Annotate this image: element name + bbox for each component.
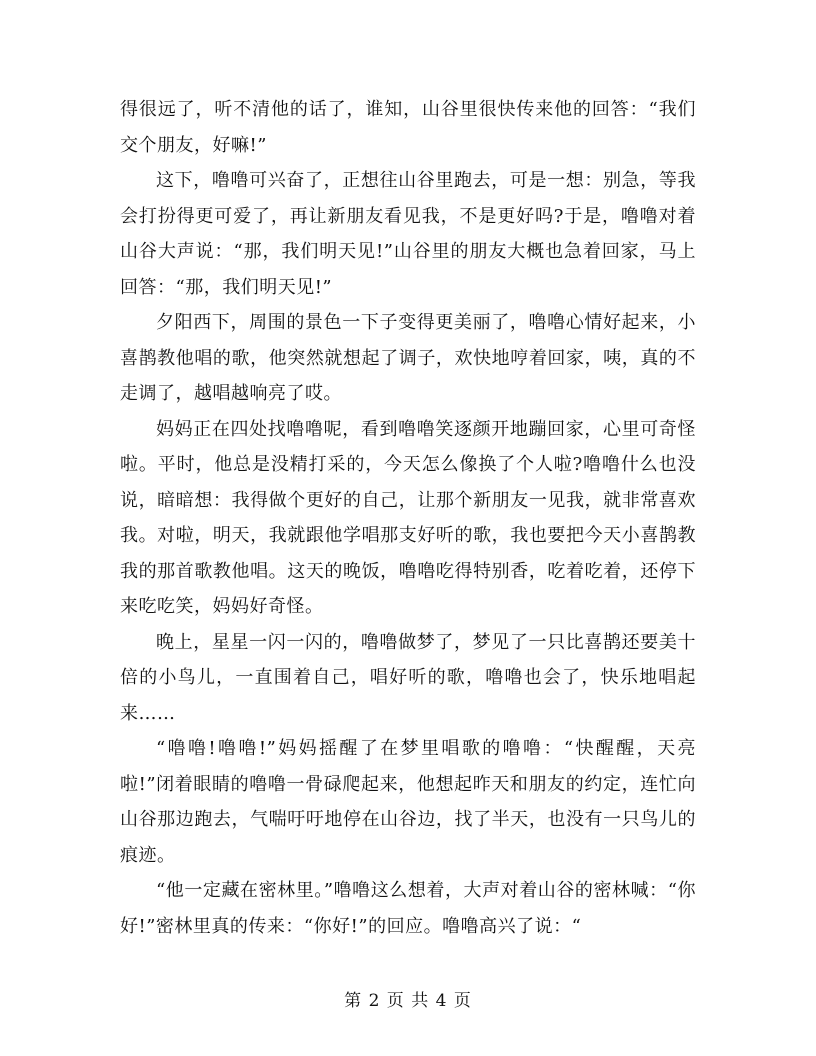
- document-body: [120, 92, 696, 944]
- paragraph-5: 晚上，星星一闪一闪的，噜噜做梦了，梦见了一只比喜鹊还要美十倍的小鸟儿，一直围着自己，唱好听的歌，噜噜也会了，快乐地唱起来……: [120, 631, 696, 724]
- paragraph-7: “他一定藏在密林里。”噜噜这么想着，大声对着山谷的密林喊：“你好!”密林里真的传来：“你好!”的回应。噜噜高兴了说：“: [120, 880, 696, 937]
- paragraph-1: 得很远了，听不清他的话了，谁知，山谷里很快传来他的回答：“我们交个朋友，好嘛!”: [120, 99, 696, 156]
- paragraph-4: 妈妈正在四处找噜噜呢，看到噜噜笑逐颜开地蹦回家，心里可奇怪啦。平时，他总是没精打采的，今天怎么像换了个人啦?噜噜什么也没说，暗暗想：我得做个更好的自己，让那个新朋友一见我，就非常喜欢我。对啦，明天，我就跟他学唱那支好听的歌，我也要把今天小喜鹊教我的那首歌教他唱。这天的晚饭，噜噜吃得特别香，吃着吃着，还停下来吃吃笑，妈妈好奇怪。: [120, 418, 696, 617]
- paragraph-6: “噜噜!噜噜!”妈妈摇醒了在梦里唱歌的噜噜：“快醒醒，天亮啦!”闭着眼睛的噜噜一骨碌爬起来，他想起昨天和朋友的约定，连忙向山谷那边跑去，气喘吁吁地停在山谷边，找了半天，也没有一只鸟儿的痕迹。: [120, 738, 696, 866]
- paragraph-3: 夕阳西下，周围的景色一下子变得更美丽了，噜噜心情好起来，小喜鹊教他唱的歌，他突然就想起了调子，欢快地哼着回家，咦，真的不走调了，越唱越响亮了哎。: [120, 312, 696, 404]
- page-number-footer: 第 2 页 共 4 页: [344, 991, 472, 1011]
- paragraph-2: 这下，噜噜可兴奋了，正想往山谷里跑去，可是一想：别急，等我会打扮得更可爱了，再让新朋友看见我，不是更好吗?于是，噜噜对着山谷大声说：“那，我们明天见!”山谷里的朋友大概也急着回家，马上回答：“那，我们明天见!”: [120, 170, 696, 298]
